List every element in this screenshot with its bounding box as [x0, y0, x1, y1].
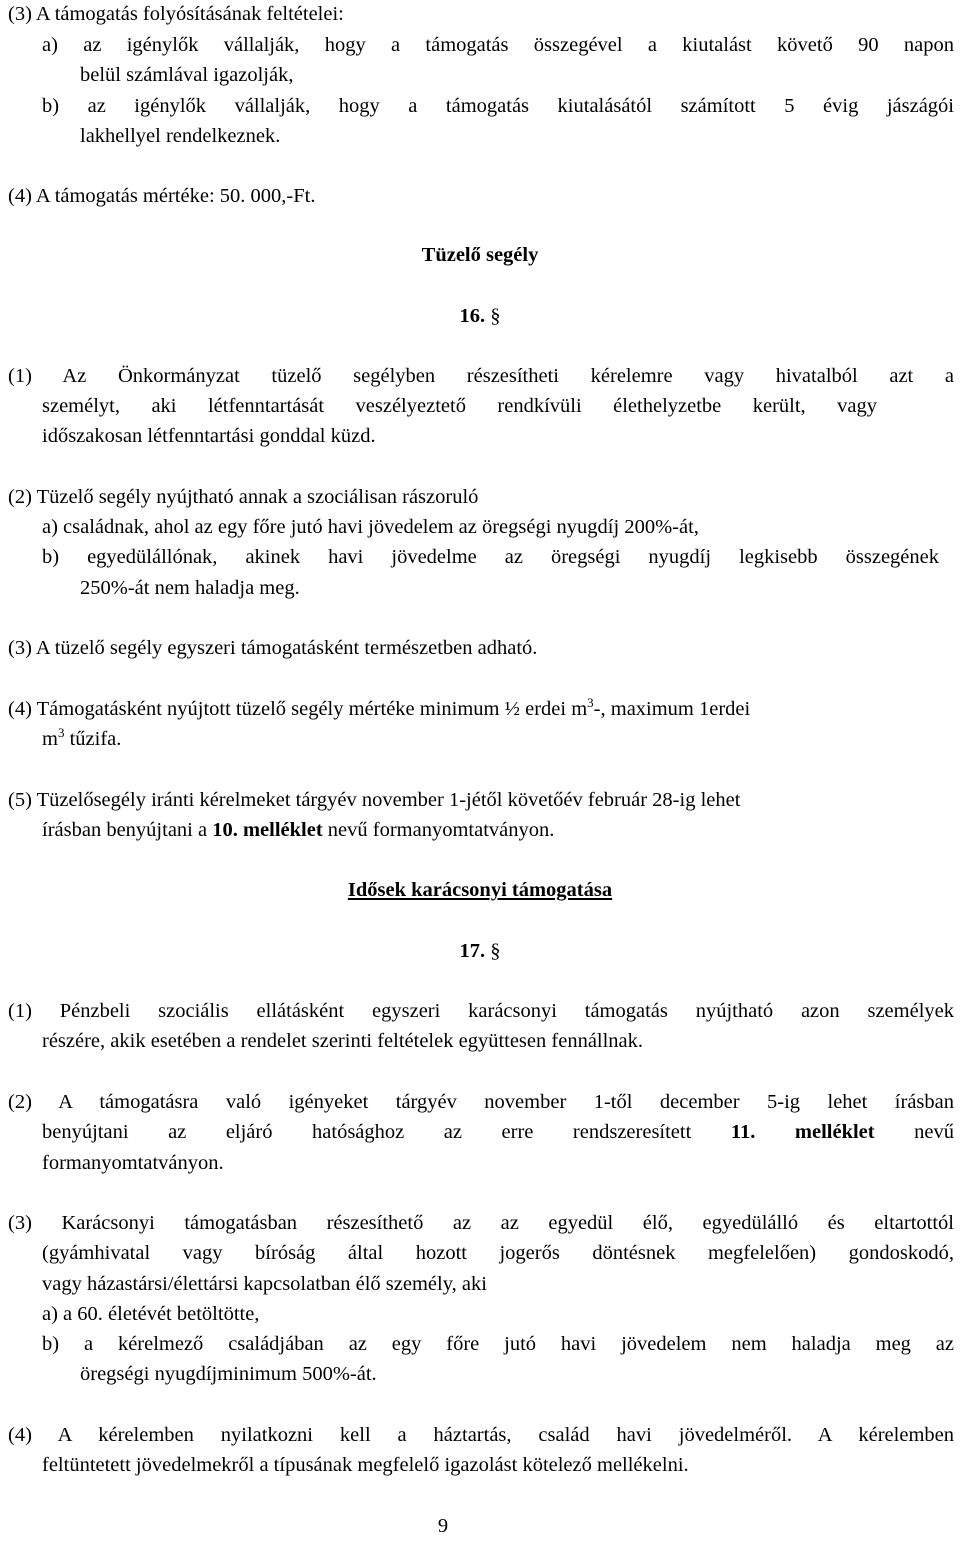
item-a-line-2: belül számlával igazolják,: [80, 64, 294, 86]
s17-p1-line-1: (1) Pénzbeli szociális ellátásként egyszeri karácsonyi támogatás nyújtható azon személyek: [8, 1000, 954, 1022]
section-number-17: 17. §: [459, 940, 501, 962]
s16-p4-line-1: (4) Támogatásként nyújtott tüzelő segély mértéke minimum ½ erdei $m^3-$, maximum 1erdei: [8, 695, 751, 720]
s16-p2-item-a: a) családnak, ahol az egy főre jutó havi jövedelem az öregségi nyugdíj 200%-át,: [42, 516, 699, 538]
s17-p2-line-1: (2) A támogatásra való igényeket tárgyév november 1-től december 5-ig lehet írásban: [8, 1091, 954, 1113]
s17-p3-line-2: (gyámhivatal vagy bíróság által hozott jogerős döntésnek megfelelően) gondoskodó,: [42, 1242, 954, 1264]
s17-p3-item-a: a) a 60. életévét betöltötte,: [42, 1303, 260, 1325]
s16-p2-item-b-line-2: 250%-át nem haladja meg.: [80, 577, 300, 599]
s16-p4-line-2: $m^3$ tűzifa.: [42, 725, 122, 750]
s17-p4-line-1: (4) A kérelemben nyilatkozni kell a háztartás, család havi jövedelméről. A kérelemben: [8, 1424, 954, 1446]
s17-p3-item-b-line-2: öregségi nyugdíjminimum 500%-át.: [80, 1363, 377, 1385]
section-title-tuzelo-segely: Tüzelő segély: [421, 244, 539, 266]
s17-p2-line-3: formanyomtatványon.: [42, 1152, 224, 1174]
s16-p1-line-3: időszakosan létfenntartási gonddal küzd.: [42, 425, 376, 447]
s17-p3-item-b-line-1: b) a kérelmező családjában az egy főre jutó havi jövedelem nem haladja meg az: [42, 1333, 954, 1355]
s16-p2-item-b-line-1: b) egyedülállónak, akinek havi jövedelme az öregségi nyugdíj legkisebb összegének: [42, 546, 939, 568]
s16-p5-line-1: (5) Tüzelősegély iránti kérelmeket tárgyév november 1-jétől követőév február 28-ig lehet: [8, 789, 741, 811]
s16-p2-line-1: (2) Tüzelő segély nyújtható annak a szociálisan rászoruló: [8, 486, 479, 508]
paragraph-4: (4) A támogatás mértéke: 50. 000,-Ft.: [8, 185, 316, 207]
s16-p1-line-2: személyt, aki létfenntartását veszélyeztető rendkívüli élethelyzetbe került, vagy: [42, 395, 877, 417]
item-b-line-1: b) az igénylők vállalják, hogy a támogatás kiutalásától számított 5 évig jászágói: [42, 95, 954, 117]
item-a-line-1: a) az igénylők vállalják, hogy a támogatás összegével a kiutalást követő 90 napon: [42, 34, 954, 56]
s16-p5-line-2: írásban benyújtani a 10. melléklet nevű formanyomtatványon.: [42, 819, 555, 841]
s17-p4-line-2: feltüntetett jövedelmekről a típusának megfelelő igazolást kötelező mellékelni.: [42, 1454, 689, 1476]
s16-p1-line-1: (1) Az Önkormányzat tüzelő segélyben részesítheti kérelemre vagy hivatalból azt a: [8, 365, 954, 387]
s17-p2-line-2: benyújtani az eljáró hatósághoz az erre rendszeresített 11. melléklet nevű: [42, 1121, 955, 1143]
s17-p3-line-1: (3) Karácsonyi támogatásban részesíthető az az egyedül élő, egyedülálló és eltartottól: [8, 1212, 954, 1234]
section-title-idosek-karacsonyi-tamogatasa: Idősek karácsonyi támogatása: [347, 879, 613, 901]
page-number: 9: [437, 1515, 449, 1537]
section-number-16: 16. §: [459, 305, 501, 327]
s16-p3: (3) A tüzelő segély egyszeri támogatásként természetben adható.: [8, 637, 538, 659]
s17-p1-line-2: részére, akik esetében a rendelet szerinti feltételek együttesen fennállnak.: [42, 1030, 644, 1052]
paragraph-3-heading: (3) A támogatás folyósításának feltételei:: [8, 3, 344, 25]
item-b-line-2: lakhellyel rendelkeznek.: [80, 125, 281, 147]
s17-p3-line-3: vagy házastársi/élettársi kapcsolatban élő személy, aki: [42, 1273, 487, 1295]
